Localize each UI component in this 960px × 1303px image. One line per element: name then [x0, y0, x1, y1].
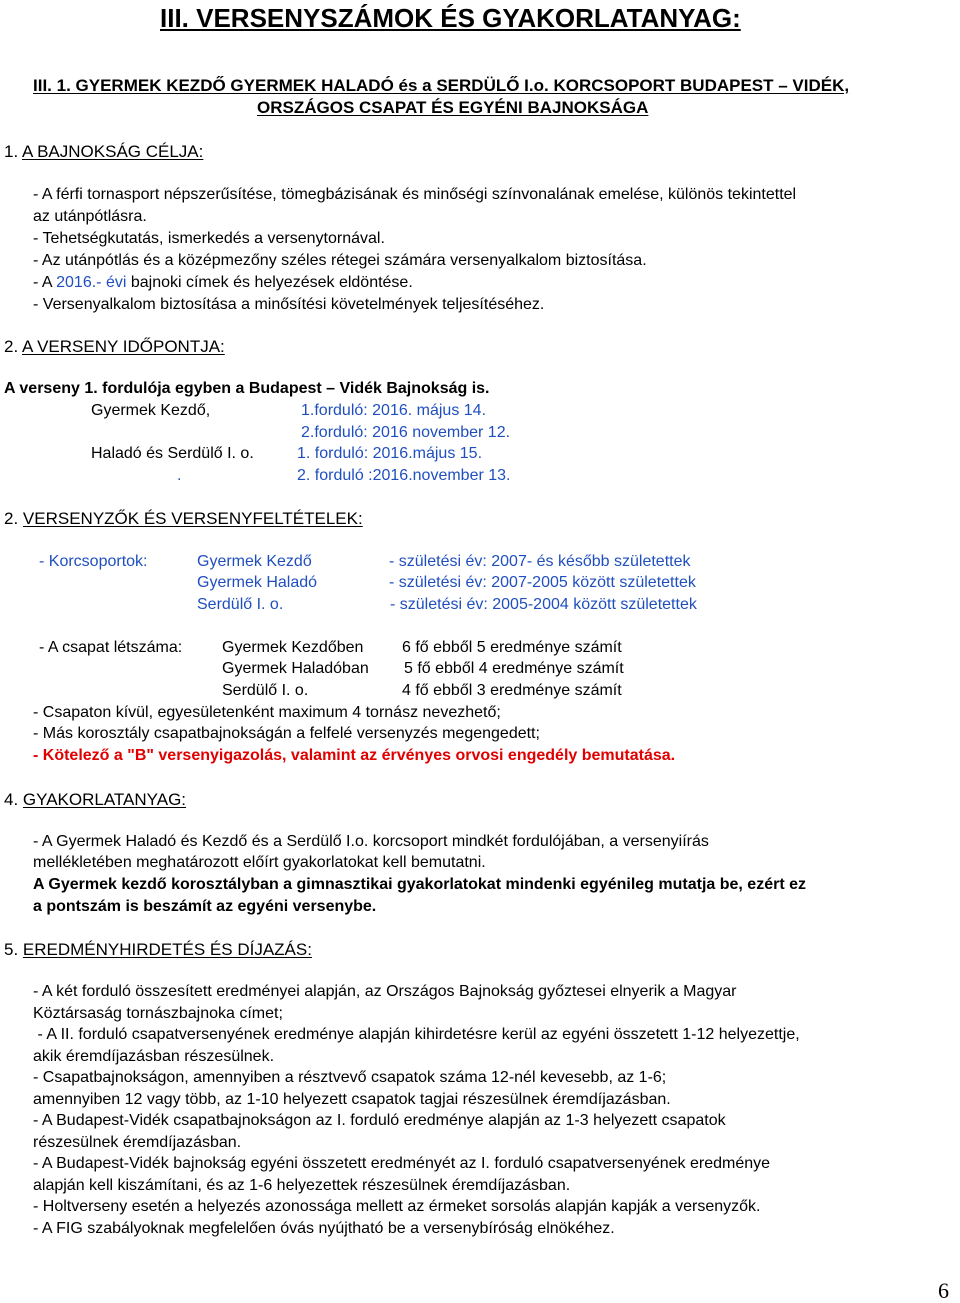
subtitle-line-2 — [257, 99, 648, 116]
page-title — [160, 5, 741, 31]
s1-line-3: - Tehetségkutatás, ismerkedés a versenytornával. — [33, 230, 385, 247]
s3-note-1: - Csapaton kívül, egyesületenként maximum 4 tornász nevezhető; — [33, 704, 501, 721]
s4-line-2: mellékletében meghatározott előírt gyakorlatokat kell bemutatni. — [33, 854, 486, 871]
section-5-number: 5. — [4, 940, 23, 959]
s5-line: alapján kell kiszámítani, és az 1-6 helyezettek részesülnek éremdíjazásban. — [33, 1177, 571, 1194]
section-5-heading — [4, 941, 312, 958]
korcsoport-2-desc: - születési év: 2007-2005 között születettek — [389, 574, 696, 591]
page-title-text: III. VERSENYSZÁMOK ÉS GYAKORLATANYAG: — [160, 3, 741, 33]
s2-row-4-label: . — [177, 467, 182, 484]
section-1-title: A BAJNOKSÁG CÉLJA: — [21, 142, 204, 161]
section-3-title: VERSENYZŐK ÉS VERSENYFELTÉTELEK: — [22, 509, 363, 528]
csapat-2-desc: 5 fő ebből 4 eredménye számít — [404, 660, 624, 677]
s5-line: - A két forduló összesített eredményei alapján, az Országos Bajnokság győztesei elnyerik a Magyar — [33, 983, 737, 1000]
s5-line: amennyiben 12 vagy több, az 1-10 helyezett csapatok tagjai részesülnek éremdíjazásban. — [33, 1091, 671, 1108]
s2-row-2-date: 2.forduló: 2016 november 12. — [301, 424, 511, 441]
section-1-number: 1. — [4, 142, 22, 161]
s1-line-5-suffix: bajnoki címek és helyezések eldöntése. — [126, 274, 413, 291]
s5-line: - A II. forduló csapatversenyének eredménye alapján kihirdetésre kerül az egyéni összetett 1-12 helyezettje, — [33, 1026, 800, 1043]
s5-line: részesülnek éremdíjazásban. — [33, 1134, 242, 1151]
section-1-heading — [4, 143, 203, 160]
s1-line-5-prefix: - A — [33, 274, 57, 291]
s1-line-2: az utánpótlásra. — [33, 208, 147, 225]
s5-line: akik éremdíjazásban részesülnek. — [33, 1048, 275, 1065]
section-4-number: 4. — [4, 790, 23, 809]
section-4-title: GYAKORLATANYAG: — [22, 790, 187, 809]
csapat-1-desc: 6 fő ebből 5 eredménye számít — [402, 639, 622, 656]
s3-note-3: - Kötelező a "B" versenyigazolás, valamint az érvényes orvosi engedély bemutatása. — [33, 747, 676, 764]
s2-row-1-date: 1.forduló: 2016. május 14. — [301, 402, 487, 419]
section-5-title: EREDMÉNYHIRDETÉS ÉS DÍJAZÁS: — [22, 940, 312, 959]
s5-line: - Holtverseny esetén a helyezés azonossága mellett az érmeket sorsolás alapján kapják a versenyzők. — [33, 1198, 761, 1215]
csapat-3-name: Serdülő I. o. — [222, 682, 309, 699]
subtitle-line-1-text: III. 1. GYERMEK KEZDŐ GYERMEK HALADÓ és a SERDÜLŐ I.o. KORCSOPORT BUDAPEST – VIDÉK, — [33, 76, 850, 95]
s2-row-4-date: 2. forduló :2016.november 13. — [297, 467, 511, 484]
csapat-1-name: Gyermek Kezdőben — [222, 639, 364, 656]
s1-line-1: - A férfi tornasport népszerűsítése, tömegbázisának és minőségi színvonalának emelése, különös tekintettel — [33, 186, 797, 203]
s2-intro: A verseny 1. fordulója egyben a Budapest – Vidék Bajnokság is. — [4, 380, 490, 397]
page-number: 6 — [938, 1278, 949, 1303]
section-4-heading — [4, 791, 186, 808]
subtitle-line-1 — [33, 77, 849, 94]
korcsoport-3-desc: - születési év: 2005-2004 között születettek — [390, 596, 697, 613]
korcsoport-label: - Korcsoportok: — [39, 553, 148, 570]
korcsoport-1-name: Gyermek Kezdő — [197, 553, 312, 570]
section-2-title: A VERSENY IDŐPONTJA: — [21, 337, 225, 356]
section-2-heading — [4, 338, 225, 355]
s4-line-3: A Gyermek kezdő korosztályban a gimnasztikai gyakorlatokat mindenki egyénileg mutatja be, ezért ez — [33, 876, 806, 893]
s5-line: - A FIG szabályoknak megfelelően óvás nyújtható be a versenybíróság elnökéhez. — [33, 1220, 615, 1237]
korcsoport-3-name: Serdülő I. o. — [197, 596, 284, 613]
korcsoport-2-name: Gyermek Haladó — [197, 574, 318, 591]
csapat-label: - A csapat létszáma: — [39, 639, 183, 656]
csapat-3-desc: 4 fő ebből 3 eredménye számít — [402, 682, 622, 699]
s5-line: - A Budapest-Vidék csapatbajnokságon az I. forduló eredménye alapján az 1-3 helyezett csapatok — [33, 1112, 726, 1129]
s2-row-3-date: 1. forduló: 2016.május 15. — [297, 445, 483, 462]
section-3-number: 2. — [4, 509, 23, 528]
s1-line-6: - Versenyalkalom biztosítása a minősítési követelmények teljesítéséhez. — [33, 296, 545, 313]
s2-row-3-label: Haladó és Serdülő I. o. — [91, 445, 254, 462]
s3-note-2: - Más korosztály csapatbajnokságán a felfelé versenyzés megengedett; — [33, 725, 540, 742]
s1-line-5-year: 2016.- évi — [56, 274, 127, 291]
s4-line-1: - A Gyermek Haladó és Kezdő és a Serdülő I.o. korcsoport mindkét fordulójában, a versenyiírás — [33, 833, 709, 850]
subtitle-line-2-text: ORSZÁGOS CSAPAT ÉS EGYÉNI BAJNOKSÁGA — [257, 98, 649, 117]
s2-row-1-label: Gyermek Kezdő, — [91, 402, 211, 419]
section-3-heading — [4, 510, 363, 527]
section-2-number: 2. — [4, 337, 22, 356]
s1-line-4: - Az utánpótlás és a középmezőny széles rétegei számára versenyalkalom biztosítása. — [33, 252, 647, 269]
s5-line: - A Budapest-Vidék bajnokság egyéni összetett eredményét az I. forduló csapatversenyének eredménye — [33, 1155, 771, 1172]
csapat-2-name: Gyermek Haladóban — [222, 660, 369, 677]
korcsoport-1-desc: - születési év: 2007- és később születettek — [389, 553, 691, 570]
s4-line-4: a pontszám is beszámít az egyéni versenybe. — [33, 898, 377, 915]
s5-line: - Csapatbajnokságon, amennyiben a résztvevő csapatok száma 12-nél kevesebb, az 1-6; — [33, 1069, 667, 1086]
s5-line: Köztársaság tornászbajnoka címet; — [33, 1005, 283, 1022]
s1-line-5 — [33, 275, 413, 291]
